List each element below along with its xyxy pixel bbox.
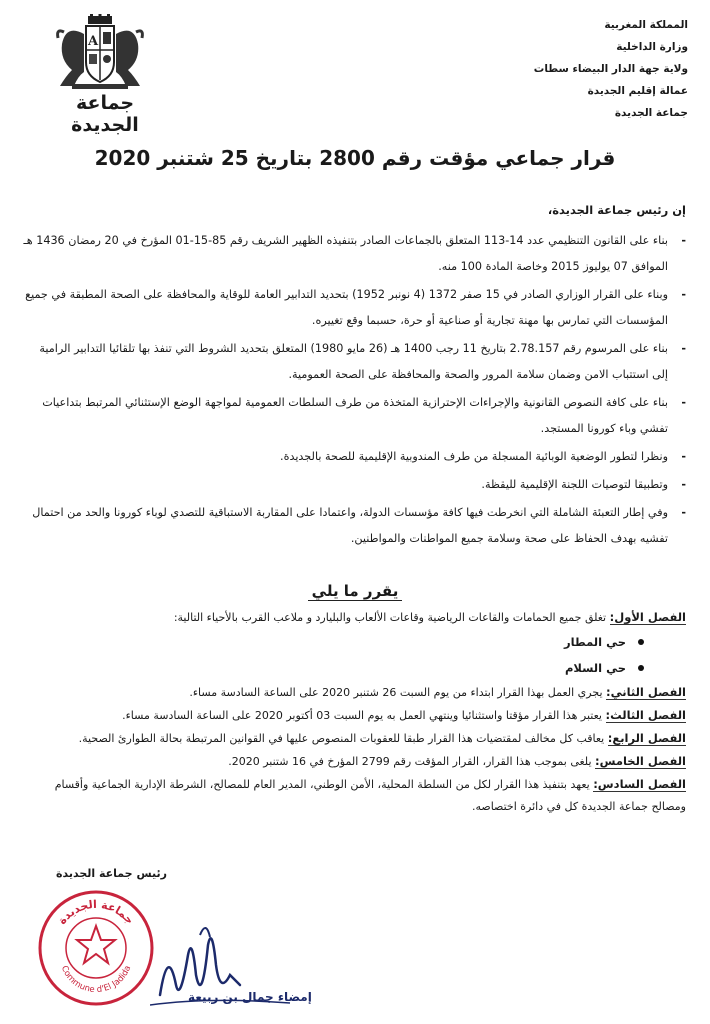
preamble-list <box>21 228 686 552</box>
quarter-item: حي المطار <box>21 629 686 655</box>
header-administrative-block <box>448 14 688 124</box>
dash-bullet-icon: - <box>681 288 686 301</box>
article-2 <box>21 681 686 704</box>
article-1 <box>21 606 686 629</box>
article-3 <box>21 704 686 727</box>
dash-bullet-icon: - <box>681 234 686 247</box>
preamble-item: - بناء على كافة النصوص القانونية والإجراءات الإحترازية المتخذة من طرف السلطات العمومية لمواجهة الوضع الإستثنائي المرتبط بتداعيات تفشي وباء كورونا المستجد. <box>21 390 686 442</box>
municipality-name: جماعة الجديدة <box>71 92 139 136</box>
preamble-item: - وفي إطار التعبئة الشاملة التي انخرطت فيها كافة مؤسسات الدولة، واعتمادا على المقاربة الاستباقية للتصدي لوباء كورونا والحد من احتمال تفشيه بهدف الحفاظ على صحة وسلامة جميع المواطنات والمواطنين. <box>21 500 686 552</box>
decides-heading: يقرر ما يلي <box>0 582 710 600</box>
article-text: يجري العمل بهذا القرار ابتداء من يوم السبت 26 شتنبر 2020 على الساعة السادسة مساء. <box>189 686 603 699</box>
decree-title: قرار جماعي مؤقت رقم 2800 بتاريخ 25 شتنبر 2020 <box>94 146 616 170</box>
article-text: يعهد بتنفيذ هذا القرار لكل من السلطة المحلية، الأمن الوطني، المدير العام للمصالح، الشرطة الإدارية الجماعية وأقسام ومصالح جماعة الجديدة كل في دائرة اختصاصه. <box>54 778 686 813</box>
president-label: رئيس جماعة الجديدة <box>56 867 167 880</box>
header-line: المملكة المغربية <box>604 19 688 31</box>
article-text: يلغى بموجب هذا القرار، القرار المؤقت رقم 2799 المؤرخ في 16 شتنبر 2020. <box>228 755 592 768</box>
preamble-item: - بناء على القانون التنظيمي عدد 14-113 المتعلق بالجماعات الصادر بتنفيذه الظهير الشريف رقم 85-15-01 المؤرخ في 20 رمضان 1436 هـ الموافق 07 يوليوز 2015 وخاصة المادة 100 منه. <box>21 228 686 280</box>
bullet-dot-icon <box>638 639 644 645</box>
stamp-french-text: Commune d'El Jadida <box>58 964 134 996</box>
preamble-item: - وبناء على القرار الوزاري الصادر في 15 صفر 1372 (4 نونبر 1952) بتحديد التدابير العامة للوقاية والمحافظة على الصحة المطبقة في جميع المؤسسات التي تمارس بها مهنة تجارية أو صناعية أو حرة، حسبما وقع تغييره. <box>21 282 686 334</box>
article-text: تغلق جميع الحمامات والقاعات الرياضية وقاعات الألعاب والبليارد و ملاعب القرب بالأحياء التالية: <box>173 611 607 624</box>
article-label: الفصل السادس: <box>593 777 686 791</box>
article-label: الفصل الخامس: <box>595 754 686 768</box>
header-line: ولاية جهة الدار البيضاء سطات <box>533 63 688 75</box>
stamp-arabic-text: جماعة الجديدة <box>55 897 137 927</box>
articles-section <box>21 606 686 818</box>
preamble-item: - بناء على المرسوم رقم 2.78.157 بتاريخ 11 رجب 1400 هـ (26 مايو 1980) المتعلق بتحديد الشروط التي تنفذ بها تلقائيا التدابير الرامية إلى استتباب الامن وضمان سلامة المرور والصحة والمحافظة على الصحة العمومية. <box>21 336 686 388</box>
bullet-dot-icon <box>638 665 644 671</box>
header-line: عمالة إقليم الجديدة <box>587 85 688 97</box>
dash-bullet-icon: - <box>681 342 686 355</box>
article-label: الفصل الرابع: <box>607 731 686 745</box>
dash-bullet-icon: - <box>681 396 686 409</box>
opening-line: إن رئيس جماعة الجديدة، <box>547 203 686 217</box>
quarter-item: حي السلام <box>21 655 686 681</box>
article-label: الفصل الثالث: <box>605 708 686 722</box>
dash-bullet-icon: - <box>681 450 686 463</box>
article-4 <box>21 727 686 750</box>
municipal-coat-of-arms-icon <box>52 14 148 94</box>
header-line: جماعة الجديدة <box>614 107 688 119</box>
dash-bullet-icon: - <box>681 506 686 519</box>
dash-bullet-icon: - <box>681 478 686 491</box>
article-text: يعتبر هذا القرار مؤقتا واستثنائيا وينتهي العمل به يوم السبت 03 أكتوبر 2020 على الساعة السادسة مساء. <box>122 709 602 722</box>
svg-text:A: A <box>87 34 99 49</box>
preamble-item: - ونظرا لتطور الوضعية الوبائية المسجلة من طرف المندوبية الإقليمية للصحة بالجديدة. <box>21 444 686 470</box>
article-5 <box>21 750 686 773</box>
article-6 <box>21 773 686 818</box>
article-text: يعاقب كل مخالف لمقتضيات هذا القرار طبقا للعقوبات المنصوص عليها في القوانين المرتبطة بحالة الطوارئ الصحية. <box>78 732 605 745</box>
svg-text:Commune d'El Jadida <box>59 964 133 995</box>
quarters-list <box>21 629 686 681</box>
preamble-item: - وتطبيقا لتوصيات اللجنة الإقليمية لليقظة. <box>21 472 686 498</box>
official-stamp-icon <box>34 886 158 1010</box>
svg-text:جماعة الجديدة <box>55 898 136 927</box>
article-label: الفصل الثاني: <box>606 685 686 699</box>
header-line: وزارة الداخلية <box>616 41 688 53</box>
signature-caption: إمضاء جمال بن ربيعة <box>188 990 312 1004</box>
article-label: الفصل الأول: <box>609 610 686 624</box>
